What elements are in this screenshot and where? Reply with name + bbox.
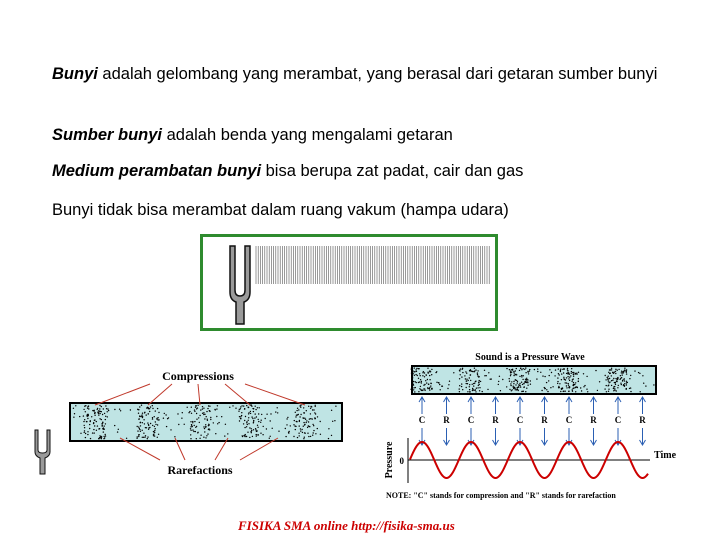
cr-marker: C [516, 415, 524, 425]
cr-markers [419, 397, 647, 445]
footer-online: online [310, 518, 352, 533]
cr-marker: R [492, 415, 499, 425]
paragraph-bunyi [52, 63, 692, 85]
footer-url: http://fisika-sma.us [351, 518, 455, 533]
definition-sumber-bunyi: adalah benda yang mengalami getaran [162, 126, 453, 144]
tuning-fork-figure [200, 234, 498, 331]
compressions-label: Compressions [162, 369, 234, 383]
cr-marker: C [565, 415, 573, 425]
cr-marker: C [614, 415, 622, 425]
air-tube [70, 403, 342, 441]
rarefactions-label: Rarefactions [167, 463, 233, 477]
cr-marker: C [418, 415, 426, 425]
footer-credit [238, 518, 455, 534]
paragraph-vakum: Bunyi tidak bisa merambat dalam ruang vakum (hampa udara) [52, 201, 509, 219]
paragraph-medium [52, 160, 523, 182]
zero-label: 0 [399, 456, 404, 466]
x-axis-label: Time [654, 450, 677, 461]
y-axis-label: Pressure [384, 441, 395, 479]
small-fork-icon [35, 430, 50, 474]
term-medium: Medium perambatan bunyi [52, 162, 262, 180]
cr-marker: R [639, 415, 646, 425]
cr-marker: R [443, 415, 450, 425]
cr-marker: R [590, 415, 597, 425]
wave-note: NOTE: "C" stands for compression and "R" stands for rarefaction [386, 491, 616, 500]
cr-marker: R [541, 415, 548, 425]
cr-marker: C [467, 415, 475, 425]
term-sumber-bunyi: Sumber bunyi [52, 126, 163, 144]
term-bunyi: Bunyi [52, 65, 98, 83]
pressure-wave-figure [380, 348, 690, 508]
wave-tube [412, 366, 656, 394]
paragraph-sumber-bunyi [52, 124, 453, 146]
compression-figure [20, 360, 370, 480]
wave-title: Sound is a Pressure Wave [475, 352, 585, 363]
footer-label: FISIKA SMA [238, 518, 311, 533]
definition-bunyi: adalah gelombang yang merambat, yang berasal dari getaran sumber bunyi [97, 65, 658, 83]
definition-medium: bisa berupa zat padat, cair dan gas [261, 162, 524, 180]
sound-wave-lines [256, 246, 489, 284]
